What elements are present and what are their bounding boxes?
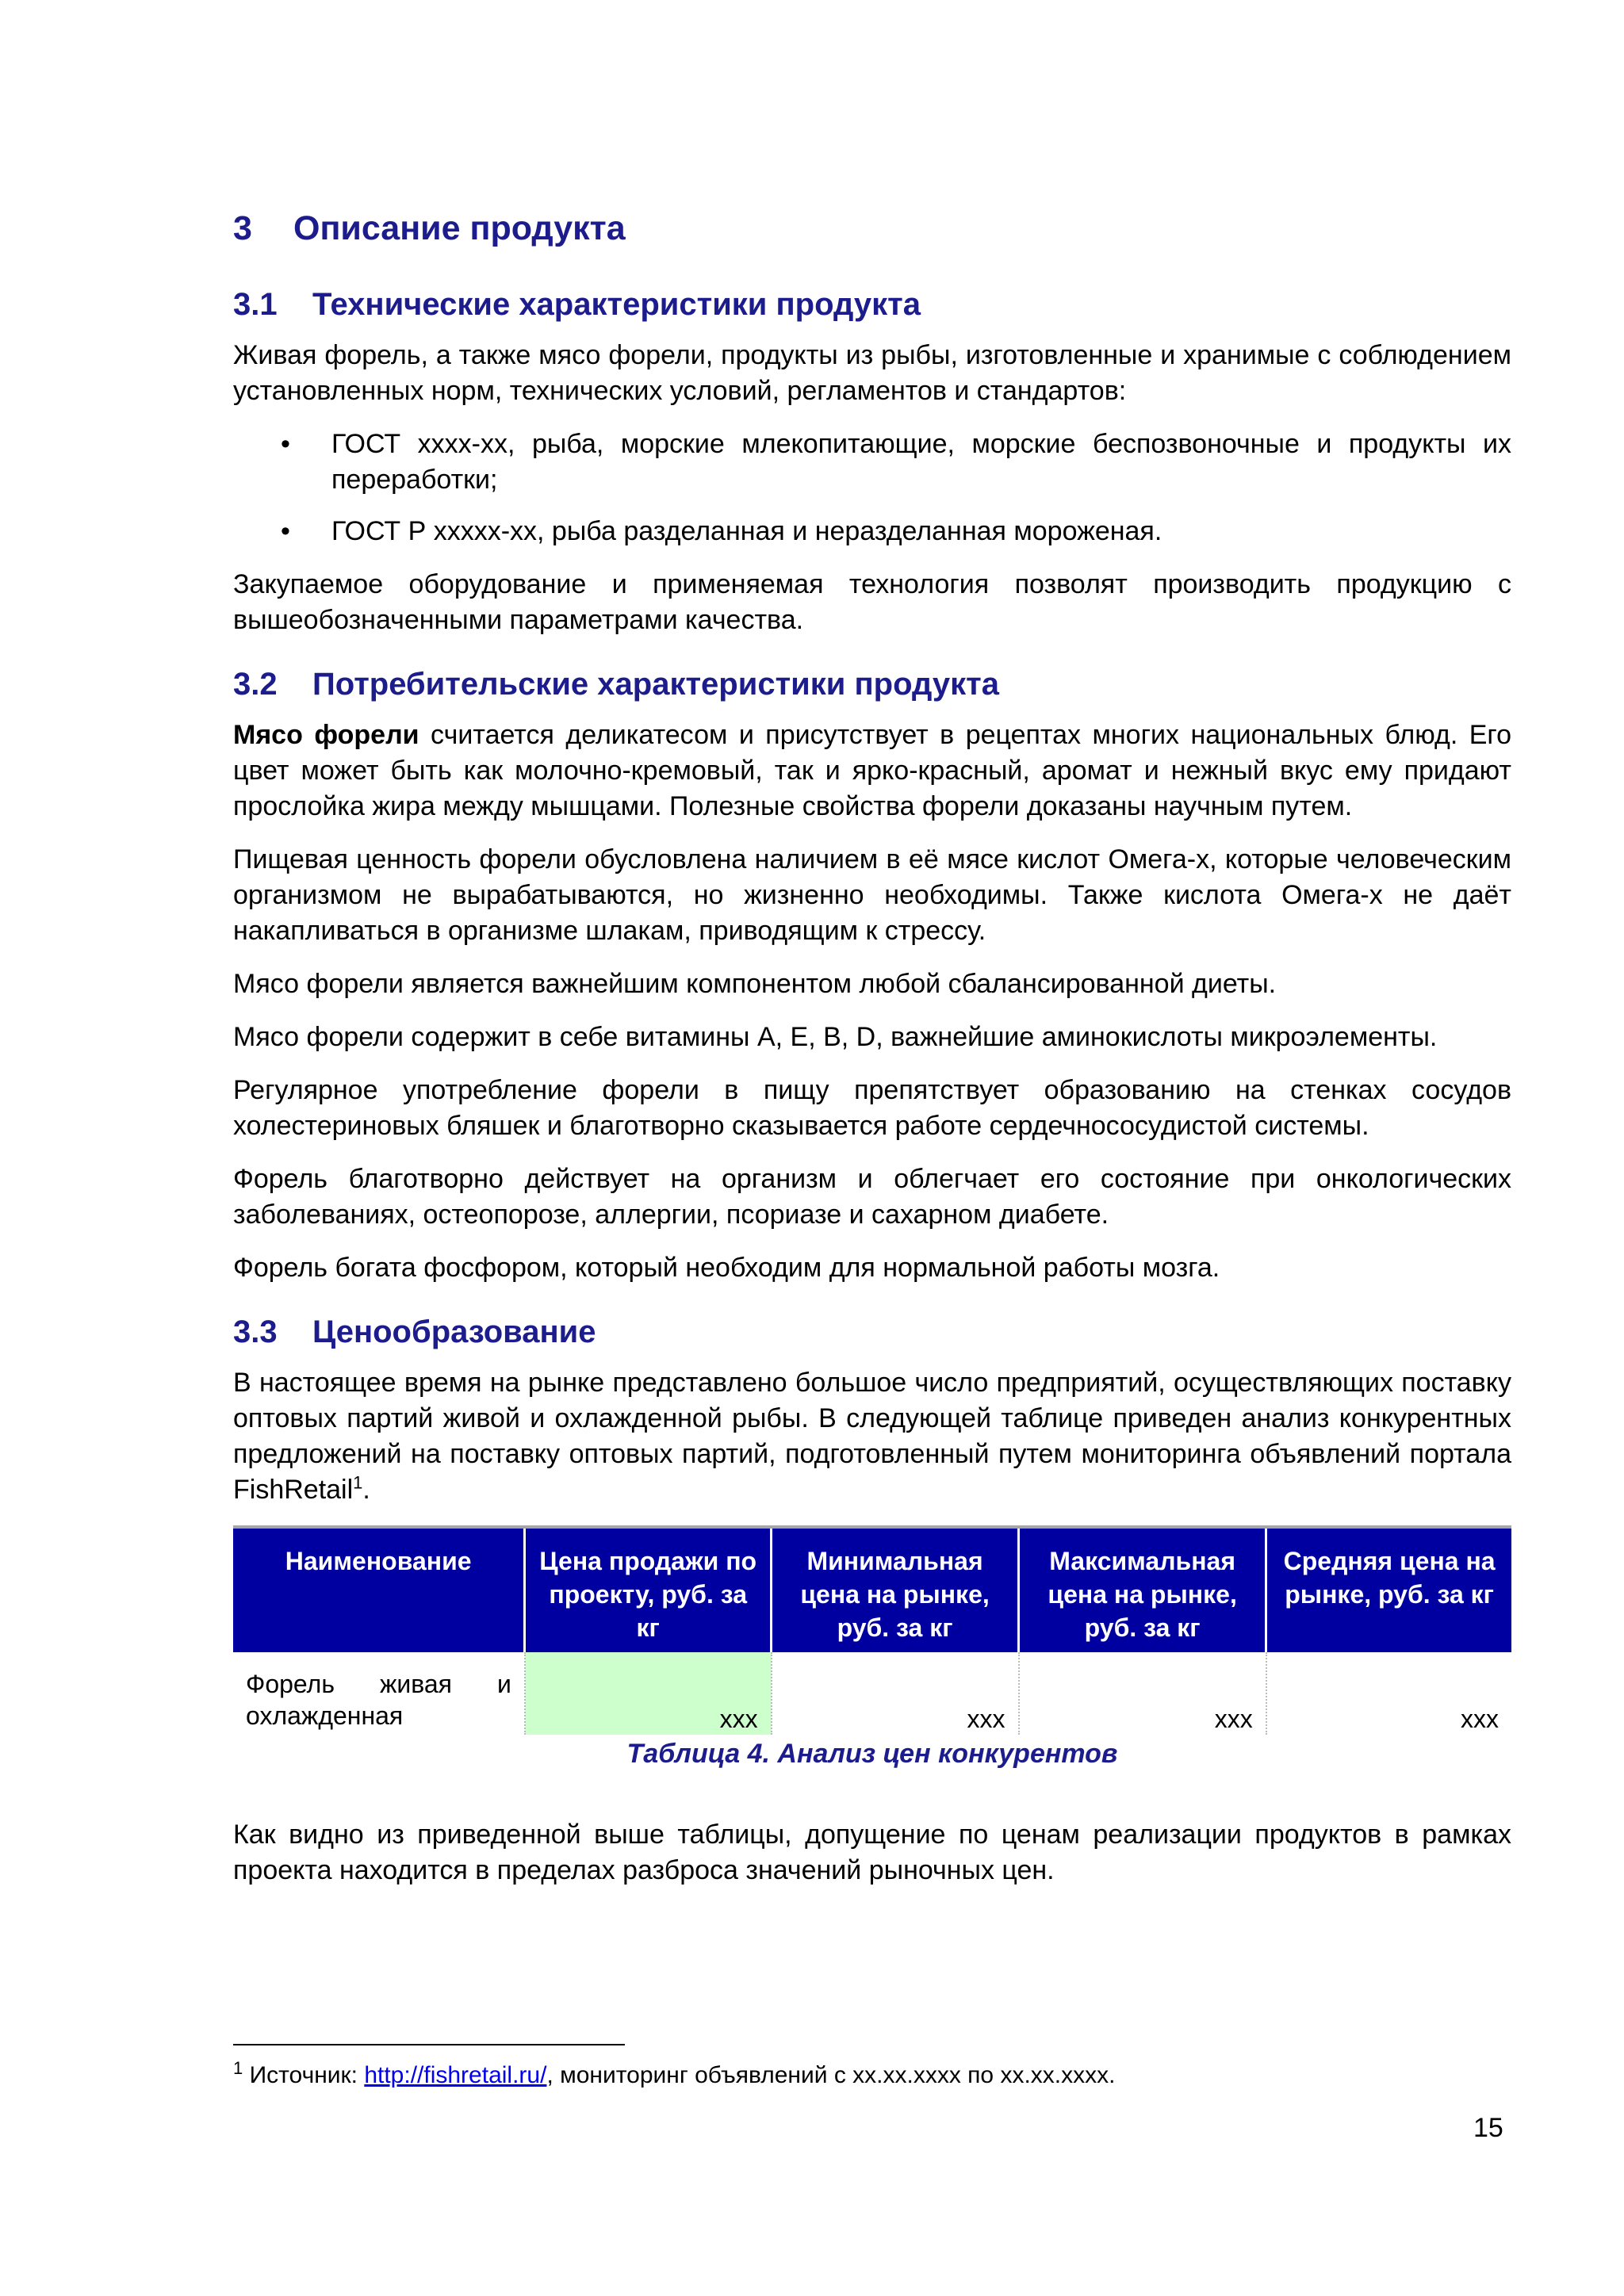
paragraph: Как видно из приведенной выше таблицы, допущение по ценам реализации продуктов в рамках проекта находится в пределах разброса значений рыночных цен. bbox=[233, 1820, 1511, 1885]
paragraph-text: В настоящее время на рынке представлено большое число предприятий, осуществляющих поставку оптовых партий живой и охлажденной рыбы. В следующей таблице приведен анализ конкурентных предложений на поставку оптовых партий, подготовленный путем мониторинга объявлений портала FishRetail bbox=[233, 1368, 1511, 1505]
footnote-suffix: , мониторинг объявлений с хх.хх.хххх по хх.хх.хххх. bbox=[546, 2062, 1116, 2088]
paragraph: Форель богата фосфором, который необходим для нормальной работы мозга. bbox=[233, 1253, 1220, 1283]
footnote-prefix: Источник: bbox=[243, 2062, 365, 2088]
standards-list bbox=[233, 427, 1511, 549]
footnote-reference[interactable]: 1 bbox=[353, 1472, 363, 1493]
paragraph-end: . bbox=[362, 1475, 370, 1505]
column-header: Максимальная цена на рынке, руб. за кг bbox=[1019, 1527, 1266, 1652]
footnote-separator bbox=[233, 2044, 625, 2045]
paragraph: Мясо форели содержит в себе витамины А, Е, В, D, важнейшие аминокислоты микроэлементы. bbox=[233, 1022, 1438, 1052]
bold-term: Мясо форели bbox=[233, 720, 419, 750]
paragraph-text: считается деликатесом и присутствует в рецептах многих национальных блюд. Его цвет может быть как молочно-кремовый, так и ярко-красный, аромат и нежный вкус ему придают прослойка жира между мышцами. Полезные свойства форели доказаны научным путем. bbox=[233, 720, 1511, 821]
page-content bbox=[233, 205, 1511, 1906]
column-header: Наименование bbox=[233, 1527, 525, 1652]
bullet-icon: • bbox=[281, 516, 290, 546]
section-number: 3 bbox=[233, 209, 252, 247]
paragraph: Мясо форели является важнейшим компонентом любой сбалансированной диеты. bbox=[233, 969, 1277, 999]
subsection-heading-3-3 bbox=[233, 1310, 1511, 1354]
subsection-number: 3.2 bbox=[233, 667, 278, 702]
paragraph: Закупаемое оборудование и применяемая технология позволят производить продукцию с вышеобозначенными параметрами качества. bbox=[233, 569, 1511, 635]
paragraph bbox=[233, 718, 1511, 825]
list-item-text: ГОСТ Р ххххх-хх, рыба разделанная и неразделанная мороженая. bbox=[331, 516, 1162, 546]
subsection-heading-3-2 bbox=[233, 662, 1511, 706]
table-header-row bbox=[233, 1527, 1511, 1652]
paragraph: Пищевая ценность форели обусловлена наличием в её мясе кислот Омега-х, которые человеческим организмом не вырабатываются, но жизненно необходимы. Также кислота Омега-х не даёт накапливаться в организме шлакам, приводящим к стрессу. bbox=[233, 844, 1511, 946]
table-cell: ххх bbox=[1461, 1705, 1499, 1733]
column-header: Цена продажи по проекту, руб. за кг bbox=[525, 1527, 772, 1652]
section-title: Описание продукта bbox=[293, 209, 626, 247]
table-cell: ххх bbox=[1019, 1652, 1266, 1735]
subsection-title: Технические характеристики продукта bbox=[312, 287, 921, 322]
competitor-prices-table bbox=[233, 1525, 1511, 1735]
page-number: 15 bbox=[1473, 2113, 1503, 2143]
table-cell: ххх bbox=[525, 1652, 772, 1735]
subsection-number: 3.3 bbox=[233, 1314, 278, 1349]
paragraph: Живая форель, а также мясо форели, продукты из рыбы, изготовленные и хранимые с соблюдением установленных норм, технических условий, регламентов и стандартов: bbox=[233, 340, 1511, 406]
subsection-heading-3-1 bbox=[233, 282, 1511, 327]
table-cell: Форель живая и охлажденная bbox=[233, 1652, 525, 1735]
table-row bbox=[233, 1652, 1511, 1735]
paragraph: Регулярное употребление форели в пищу препятствует образованию на стенках сосудов холестериновых бляшек и благотворно сказывается работе сердечнососудистой системы. bbox=[233, 1075, 1511, 1141]
column-header: Средняя цена на рынке, руб. за кг bbox=[1266, 1527, 1511, 1652]
footnote-mark: 1 bbox=[233, 2058, 243, 2078]
list-item-text: ГОСТ хххх-хх, рыба, морские млекопитающие, морские беспозвоночные и продукты их переработки; bbox=[331, 429, 1511, 495]
bullet-icon: • bbox=[281, 429, 290, 459]
list-item bbox=[233, 514, 1511, 549]
paragraph: Форель благотворно действует на организм и облегчает его состояние при онкологических заболеваниях, остеопорозе, аллергии, псориазе и сахарном диабете. bbox=[233, 1164, 1511, 1230]
footnote-link[interactable]: http://fishretail.ru/ bbox=[364, 2062, 547, 2088]
list-item bbox=[233, 427, 1511, 498]
subsection-number: 3.1 bbox=[233, 287, 278, 322]
subsection-title: Потребительские характеристики продукта bbox=[312, 667, 999, 702]
column-header: Минимальная цена на рынке, руб. за кг bbox=[772, 1527, 1019, 1652]
footnote bbox=[233, 2060, 1115, 2091]
table-cell: ххх bbox=[772, 1652, 1019, 1735]
section-heading bbox=[233, 205, 1511, 252]
paragraph bbox=[233, 1365, 1511, 1508]
table-caption: Таблица 4. Анализ цен конкурентов bbox=[626, 1739, 1118, 1769]
subsection-title: Ценообразование bbox=[312, 1314, 596, 1349]
